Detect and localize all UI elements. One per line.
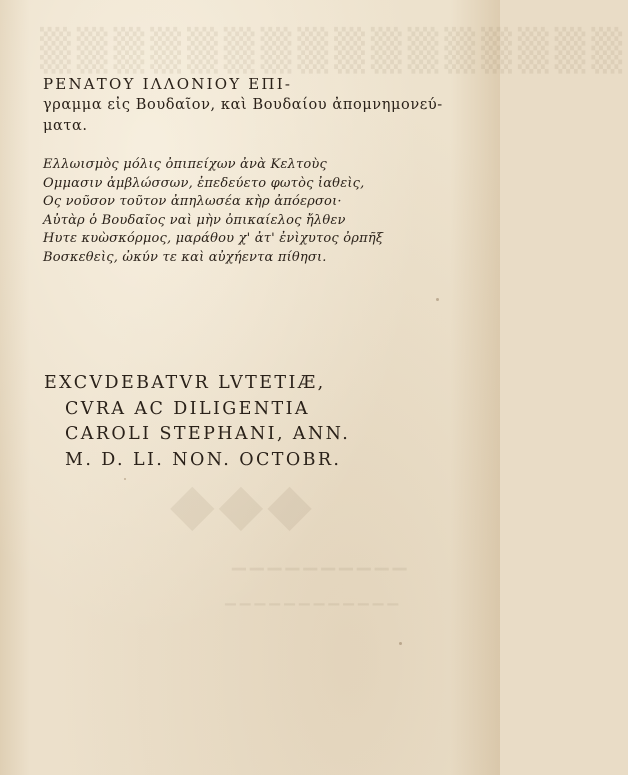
bleed-through-device: ◆◆◆ (170, 470, 316, 538)
colophon-line-4: M. D. LI. NON. OCTOBR. (65, 449, 342, 470)
verse-line: Ηυτε κυὼσκόρμος, μαράθου χ' ἀτ' ἐνὶχυτος ὀρπῆξ (43, 231, 384, 247)
colophon-line-2: CVRA AC DILIGENTIA (65, 398, 310, 419)
epigram-heading (43, 74, 443, 137)
greek-epigram-verse (43, 156, 463, 268)
foxing-spot (124, 478, 126, 480)
verse-line: Βοσκεθεὶς, ὠκύν τε καὶ αὐχήεντα πίθησι. (43, 249, 327, 265)
bleed-through-text-1: ▁▁▁▁▁▁▁▁▁▁ (232, 550, 411, 571)
verse-line: Ομμασιν ἀμβλώσσων, ἐπεδεύετο φωτὸς ἰαθεὶς, (43, 175, 365, 191)
epigram-title-line-2: γραμμα εἰς Βουδαῖον, καὶ Βουδαίου ἀπομνημονεύ- (43, 97, 443, 113)
foxing-spot (399, 642, 402, 645)
colophon-line-3: CAROLI STEPHANI, ANN. (65, 424, 351, 444)
verse-line: Ος νοῦσον τοῦτον ἀπηλωσέα κὴρ ἀπόερσοι· (43, 194, 342, 210)
verse-line: Αὐτὰρ ὁ Βουδαῖος ναὶ μὴν ὀπικαίελος ἤλθεν (43, 212, 346, 228)
bleed-through-text-2: ▁▁▁▁▁▁▁▁▁▁▁▁ (225, 590, 403, 606)
bleed-through-ornament: ▒▒▒▒▒▒▒▒▒▒▒▒▒▒▒▒ (40, 28, 628, 74)
verse-line: Ελλωισμὸς μόλις ὀπιπείχων ἀνὰ Κελτοὺς (43, 157, 327, 172)
foxing-spot (436, 298, 439, 301)
colophon-line-1: EXCVDEBATVR LVTETIÆ, (44, 373, 326, 393)
epigram-title-line-3: ματα. (43, 118, 88, 134)
colophon (44, 371, 464, 473)
epigram-title-caps: ΡΕΝΑΤΟΥ ΙΛΛΟΝΙΟΥ ΕΠΙ- (43, 75, 293, 93)
